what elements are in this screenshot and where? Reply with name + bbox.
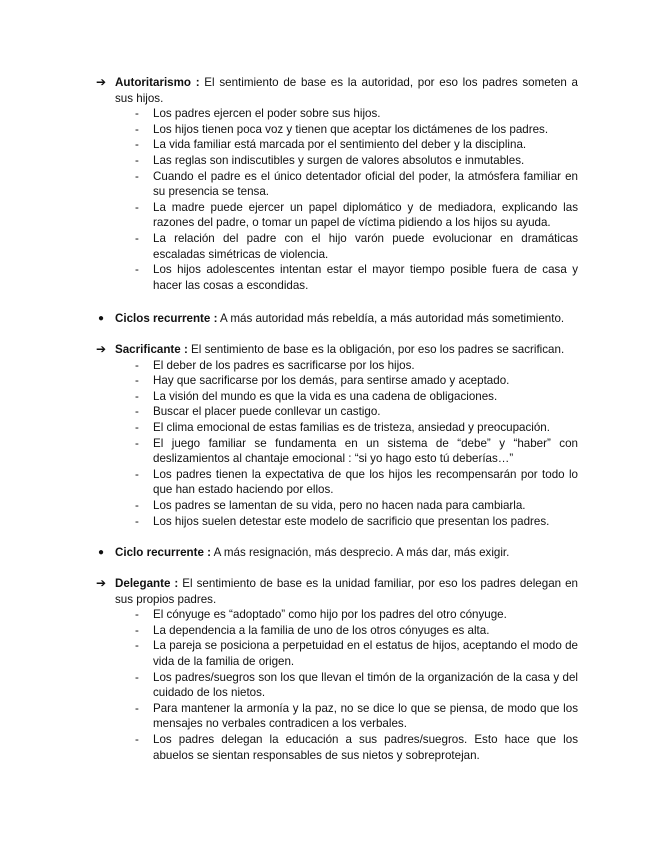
dash-bullet-icon: - (135, 732, 139, 746)
section-term: Autoritarismo : (115, 76, 200, 89)
dash-bullet-icon: - (135, 623, 139, 637)
list-item-text: La madre puede ejercer un papel diplomático y de mediadora, explicando las razones del padre, o tomar un papel de víctima pidiendo a los hijos su ayuda. (153, 200, 578, 230)
section-description: A más autoridad más rebeldía, a más autoridad más sometimiento. (217, 312, 565, 325)
section-delegante (96, 576, 578, 763)
section-ciclo-recurrente (96, 545, 578, 561)
section-ciclos-recurrente (96, 311, 578, 327)
list-item (96, 701, 578, 732)
section-description: El sentimiento de base es la obligación, por eso los padres se sacrifican. (187, 343, 565, 356)
list-item (96, 200, 578, 231)
list-item-text: Cuando el padre es el único detentador oficial del poder, la atmósfera familiar en su presencia se tensa. (153, 169, 578, 199)
dash-bullet-icon: - (135, 405, 139, 419)
list-item-text: Los hijos tienen poca voz y tienen que aceptar los dictámenes de los padres. (153, 122, 549, 136)
list-item (96, 389, 578, 405)
dash-bullet-icon: - (135, 153, 139, 167)
list-item-text: El juego familiar se fundamenta en un sistema de “debe” y “haber” con deslizamientos al chantaje emocional : “si yo hago esto tú deberías…” (153, 436, 578, 466)
list-item (96, 373, 578, 389)
list-item (96, 607, 578, 623)
list-item (96, 122, 578, 138)
dash-bullet-icon: - (135, 107, 139, 121)
list-item (96, 498, 578, 514)
list-item (96, 638, 578, 669)
dash-list (96, 106, 578, 293)
list-item-text: Los hijos adolescentes intentan estar el mayor tiempo posible fuera de casa y hacer las cosas a escondidas. (153, 263, 578, 292)
section-description: El sentimiento de base es la unidad familiar, por eso los padres delegan en sus propios padres. (115, 577, 578, 606)
list-item-text: El cónyuge es “adoptado” como hijo por los padres del otro cónyuge. (153, 608, 507, 622)
list-item-text: Hay que sacrificarse por los demás, para sentirse amado y aceptado. (153, 374, 510, 388)
list-item (96, 732, 578, 763)
section-term: Sacrificante : (115, 343, 188, 356)
dash-list (96, 358, 578, 530)
list-item (96, 262, 578, 293)
list-item-text: La visión del mundo es que la vida es una cadena de obligaciones. (153, 389, 498, 403)
section-term: Ciclos recurrente : (115, 312, 218, 325)
list-item-text: El deber de los padres es sacrificarse por los hijos. (153, 358, 415, 372)
list-item-text: La pareja se posiciona a perpetuidad en el estatus de hijos, aceptando el modo de vida de la familia de origen. (153, 639, 578, 668)
dash-bullet-icon: - (135, 122, 139, 136)
list-item-text: La vida familiar está marcada por el sentimiento del deber y la disciplina. (153, 138, 527, 152)
list-item (96, 106, 578, 122)
list-item (96, 153, 578, 169)
dash-bullet-icon: - (135, 263, 139, 277)
list-item (96, 137, 578, 153)
list-item-text: Los padres tienen la expectativa de que los hijos les recompensarán por todo lo que han estado haciendo por ellos. (153, 467, 578, 497)
list-item-text: El clima emocional de estas familias es de tristeza, ansiedad y preocupación. (153, 420, 550, 434)
arrow-bullet-icon: ➔ (96, 576, 107, 590)
arrow-bullet-icon: ➔ (96, 342, 107, 356)
list-item-text: Los hijos suelen detestar este modelo de sacrificio que presentan los padres. (153, 514, 550, 528)
dash-bullet-icon: - (135, 670, 139, 684)
dash-bullet-icon: - (135, 436, 139, 450)
list-item (96, 514, 578, 530)
list-item (96, 358, 578, 374)
dash-bullet-icon: - (135, 389, 139, 403)
arrow-bullet-icon: ➔ (96, 75, 107, 89)
list-item (96, 420, 578, 436)
round-bullet-icon: ● (98, 313, 105, 324)
list-item-text: Los padres ejercen el poder sobre sus hijos. (153, 107, 381, 121)
list-item (96, 404, 578, 420)
section-sacrificante (96, 342, 578, 529)
list-item-text: Los padres delegan la educación a sus padres/suegros. Esto hace que los abuelos se sientan responsables de sus nietos y sobreprotejan. (153, 732, 578, 762)
list-item-text: La dependencia a la familia de uno de los otros cónyuges es alta. (153, 623, 490, 637)
section-heading (96, 311, 578, 327)
section-description: A más resignación, más desprecio. A más dar, más exigir. (211, 546, 510, 559)
dash-bullet-icon: - (135, 374, 139, 388)
list-item-text: Los padres se lamentan de su vida, pero no hacen nada para cambiarla. (153, 498, 526, 512)
list-item (96, 467, 578, 498)
dash-list (96, 607, 578, 763)
list-item (96, 670, 578, 701)
dash-bullet-icon: - (135, 200, 139, 214)
section-heading (96, 576, 578, 607)
list-item (96, 169, 578, 200)
list-item-text: Buscar el placer puede conllevar un castigo. (153, 405, 381, 419)
section-autoritarismo (96, 75, 578, 293)
section-term: Ciclo recurrente : (115, 546, 211, 559)
dash-bullet-icon: - (135, 514, 139, 528)
section-heading (96, 545, 578, 561)
list-item (96, 436, 578, 467)
dash-bullet-icon: - (135, 701, 139, 715)
dash-bullet-icon: - (135, 498, 139, 512)
list-item-text: Para mantener la armonía y la paz, no se dice lo que se piensa, de modo que los mensajes no verbales contradicen a los verbales. (153, 701, 578, 731)
list-item-text: Los padres/suegros son los que llevan el timón de la organización de la casa y del cuidado de los nietos. (153, 670, 578, 700)
list-item (96, 623, 578, 639)
dash-bullet-icon: - (135, 467, 139, 481)
dash-bullet-icon: - (135, 358, 139, 372)
dash-bullet-icon: - (135, 608, 139, 622)
section-heading (96, 342, 578, 358)
list-item-text: La relación del padre con el hijo varón puede evolucionar en dramáticas escaladas simétricas de violencia. (153, 231, 578, 261)
dash-bullet-icon: - (135, 231, 139, 245)
section-heading (96, 75, 578, 106)
section-description: El sentimiento de base es la autoridad, por eso los padres someten a sus hijos. (115, 76, 578, 105)
list-item (96, 231, 578, 262)
dash-bullet-icon: - (135, 639, 139, 653)
dash-bullet-icon: - (135, 420, 139, 434)
list-item-text: Las reglas son indiscutibles y surgen de valores absolutos e inmutables. (153, 153, 525, 167)
dash-bullet-icon: - (135, 169, 139, 183)
dash-bullet-icon: - (135, 138, 139, 152)
section-term: Delegante : (115, 577, 179, 590)
round-bullet-icon: ● (98, 547, 105, 558)
